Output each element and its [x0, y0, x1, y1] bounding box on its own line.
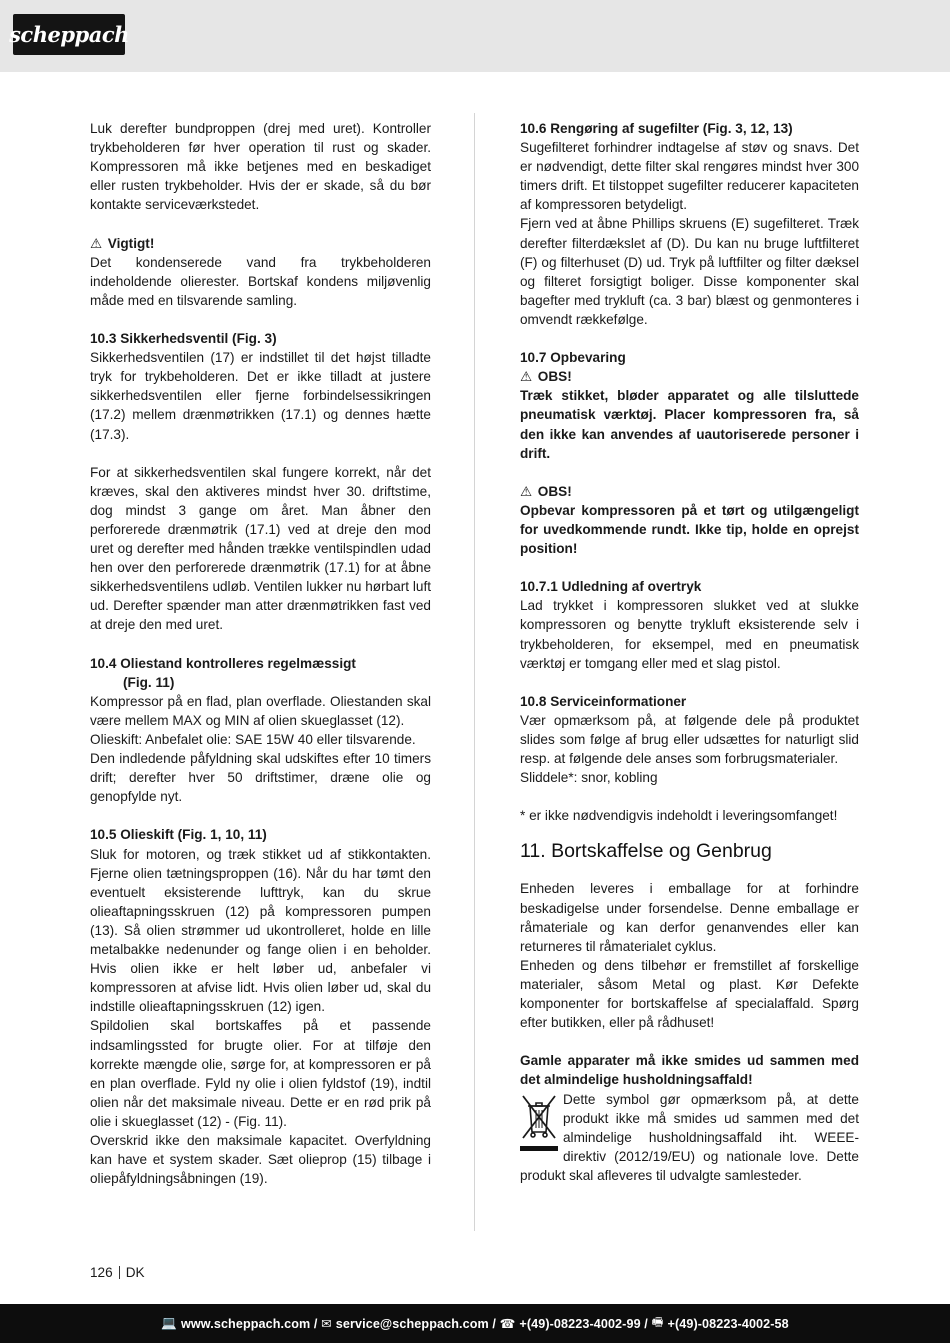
phone-icon: ☎ [499, 1317, 516, 1331]
page-header [0, 0, 950, 72]
paragraph: Kompressor på en flad, plan overflade. Oliestanden skal være mellem MAX og MIN af olien skueglasset (12). [90, 693, 431, 728]
weee-heading: Gamle apparater må ikke smides ud sammen med det almindelige husholdningsaffald! [520, 1053, 859, 1088]
paragraph: Sluk for motoren, og træk stikket ud af stikkontakten. Fjerne olien tætningsproppen (16). Når du har tømt den eventuelt eksisterende lufttryk, kan du skrue olieaftapningsskruen (12) på kompressoren pumpen (13). Så olien strømmer ud ukontrolleret, holde en lille metalbakke nedenunder og fange olien i en beholder. Hvis olien ikke er helt løber ud, anbefaler vi kompressoren at afvise lidt. Hvis olien løber ud, skal du indstille olieaftapningsskruen (12) igen. [90, 846, 431, 1015]
paragraph: For at sikkerhedsventilen skal fungere korrekt, når det kræves, skal den aktiveres mindst hver 30. driftstime, dog mindst 3 gange om året. Man åbner den perforerede drænmøtrik (17.1) ved at dreje den mod uret og derefter med hånden trække ventilspindlen udad hen over den perforerede drænmøtrik (17.1) for at åbne sikkerhedsventilens udløb. Ventilen lukker nu hørbart luft ud. Derefter spænder man atter drænmøtrikken fast ved at dreje den med uret. [90, 464, 431, 633]
footer-fax: +(49)-08223-4002-58 [667, 1316, 789, 1331]
mail-icon: ✉ [321, 1317, 332, 1331]
paragraph: Enheden leveres i emballage for at forhindre beskadigelse under forsendelse. Denne emballage er råmateriale og kan derfor genanvendes eller kan returneres til råmaterialet cyklus. [520, 881, 859, 954]
paragraph: Enheden og dens tilbehør er fremstillet af forskellige materialer, såsom Metal og plast. Kør Defekte komponenter for bortskaffelse af specialaffald. Spørg efter butikken, eller på rådhuset! [520, 957, 859, 1031]
obs-heading: ⚠ OBS! [520, 367, 859, 386]
paragraph: Sikkerhedsventilen (17) er indstillet til det højst tilladte tryk for trykbeholderen. Det er ikke tilladt at justere sikkerhedsventilen eller fjerne forbindelsessikringen (17.2) mellem drænmøtrikken (17.1) og dennes hætte (17.3). [90, 350, 431, 442]
paragraph: Træk stikket, bløder apparatet og alle tilsluttede pneumatisk værktøj. Placer kompressoren fra, så den ikke kan anvendes af uautoriserede personer i drift. [520, 388, 859, 461]
paragraph: Vær opmærksom på, at følgende dele på produktet slides som følge af brug eller udsættes for naturligt slid resp. at følgende dele anses som forbrugsmaterialer. [520, 712, 859, 767]
fax-icon: 🖷 [651, 1315, 664, 1329]
paragraph: Olieskift: Anbefalet olie: SAE 15W 40 eller tilsvarende. [90, 732, 416, 747]
section-title: 10.8 Serviceinformationer [520, 693, 687, 709]
paragraph: Fjern ved at åbne Phillips skruens (E) sugefilteret. Træk derefter filterdækslet af (D). Du kan nu bruge luftfilteret (F) og filterhuset (D) ud. Tryk på luftfilter og filter dæksel og filteret forsigtigt boliger. Disse komponenter skal bagefter med trykluft (ca. 3 bar) blæst og genmonteres i omvendt rækkefølge. [520, 216, 859, 327]
paragraph: Luk derefter bundproppen (drej med uret). Kontroller trykbeholderen før hver operation til rust og skader. Kompressoren må ikke betjenes med en beskadiget eller rusten trykbeholder. Hvis der er skade, så du bør kontakte serviceværkstedet. [90, 121, 431, 213]
computer-icon: 💻 [161, 1316, 178, 1330]
column-divider [474, 113, 475, 1231]
paragraph: Lad trykket i kompressoren slukket ved at slukke kompressoren og benytte trykluft eksisterende selv i trykbeholderen, for eksempel, med en pneumatisk værktøj er tomgang eller med et slag pistol. [520, 598, 859, 671]
paragraph: Sugefilteret forhindrer indtagelse af støv og snavs. Det er nødvendigt, dette filter skal rengøres mindst hver 300 timers drift. Et tilstoppet sugefilter reducerer kapaciteten af kompressoren betydeligt. [520, 140, 859, 213]
section-title: 10.3 Sikkerhedsventil (Fig. 3) [90, 331, 277, 347]
paragraph: Spildolien skal bortskaffes på et passende indsamlingssted for brugte olier. For at tilføje den korrekte mængde olie, sørge for, at kompressoren er på en plan overflade. Fyld ny olie i olien fyldstof (19), indtil olien når det maksimale niveau. Dette er en rød prik på olie i skueglasset (12) - (Fig. 11). [90, 1018, 431, 1129]
footer-phone: +(49)-08223-4002-99 / [519, 1316, 648, 1331]
section-title: 10.4 Oliestand kontrolleres regelmæssigt (Fig. 11) [90, 655, 356, 690]
page-footer [0, 1304, 950, 1343]
important-heading: ⚠ Vigtigt! [90, 234, 431, 253]
section-title: 10.6 Rengøring af sugefilter (Fig. 3, 12, 13) [520, 121, 793, 136]
paragraph: Dette symbol gør opmærksom på, at dette produkt ikke må smides ud sammen med det almindelige husholdningsaffald iht. WEEE-direktiv (2012/19/EU) og nationale love. Dette produkt skal afleveres til udvalgte samlesteder. [520, 1091, 859, 1183]
paragraph: Det kondenserede vand fra trykbeholderen indeholdende olierester. Bortskaf kondens miljøvenlig måde med en tilsvarende samling. [90, 254, 431, 308]
section-title: 10.7 Opbevaring [520, 350, 626, 366]
warning-icon: ⚠ [90, 235, 103, 251]
obs-heading: ⚠ OBS! [520, 482, 859, 501]
footer-website: www.scheppach.com / [181, 1316, 318, 1331]
crossed-out-bin-icon [519, 1092, 559, 1154]
warning-icon: ⚠ [520, 369, 533, 385]
section-title: 10.5 Olieskift (Fig. 1, 10, 11) [90, 827, 267, 843]
footer-email: service@scheppach.com / [335, 1316, 496, 1331]
right-column [520, 119, 859, 1185]
paragraph: Sliddele*: snor, kobling [520, 770, 658, 786]
section-title: 10.7.1 Udledning af overtryk [520, 579, 702, 595]
footnote: * er ikke nødvendigvis indeholdt i leveringsomfanget! [520, 808, 838, 824]
scheppach-logo: scheppach [13, 14, 125, 55]
weee-block [520, 1090, 859, 1185]
chapter-title: 11. Bortskaffelse og Genbrug [520, 840, 772, 863]
paragraph: Opbevar kompressoren på et tørt og utilgængeligt for uvedkommende rundt. Ikke tip, holde en oprejst position! [520, 502, 859, 557]
left-column [90, 119, 431, 1188]
paragraph: Overskrid ikke den maksimale kapacitet. Overfyldning kan have et system skader. Sæt olieprop (15) tilbage i oliepåfyldningsåbningen (19). [90, 1132, 431, 1187]
warning-icon: ⚠ [520, 483, 533, 499]
page-number: 126 DK [90, 1265, 145, 1280]
paragraph: Den indledende påfyldning skal udskiftes efter 10 timers drift; derefter hver 50 driftstimer, dræne olie og genopfylde nyt. [90, 751, 431, 805]
